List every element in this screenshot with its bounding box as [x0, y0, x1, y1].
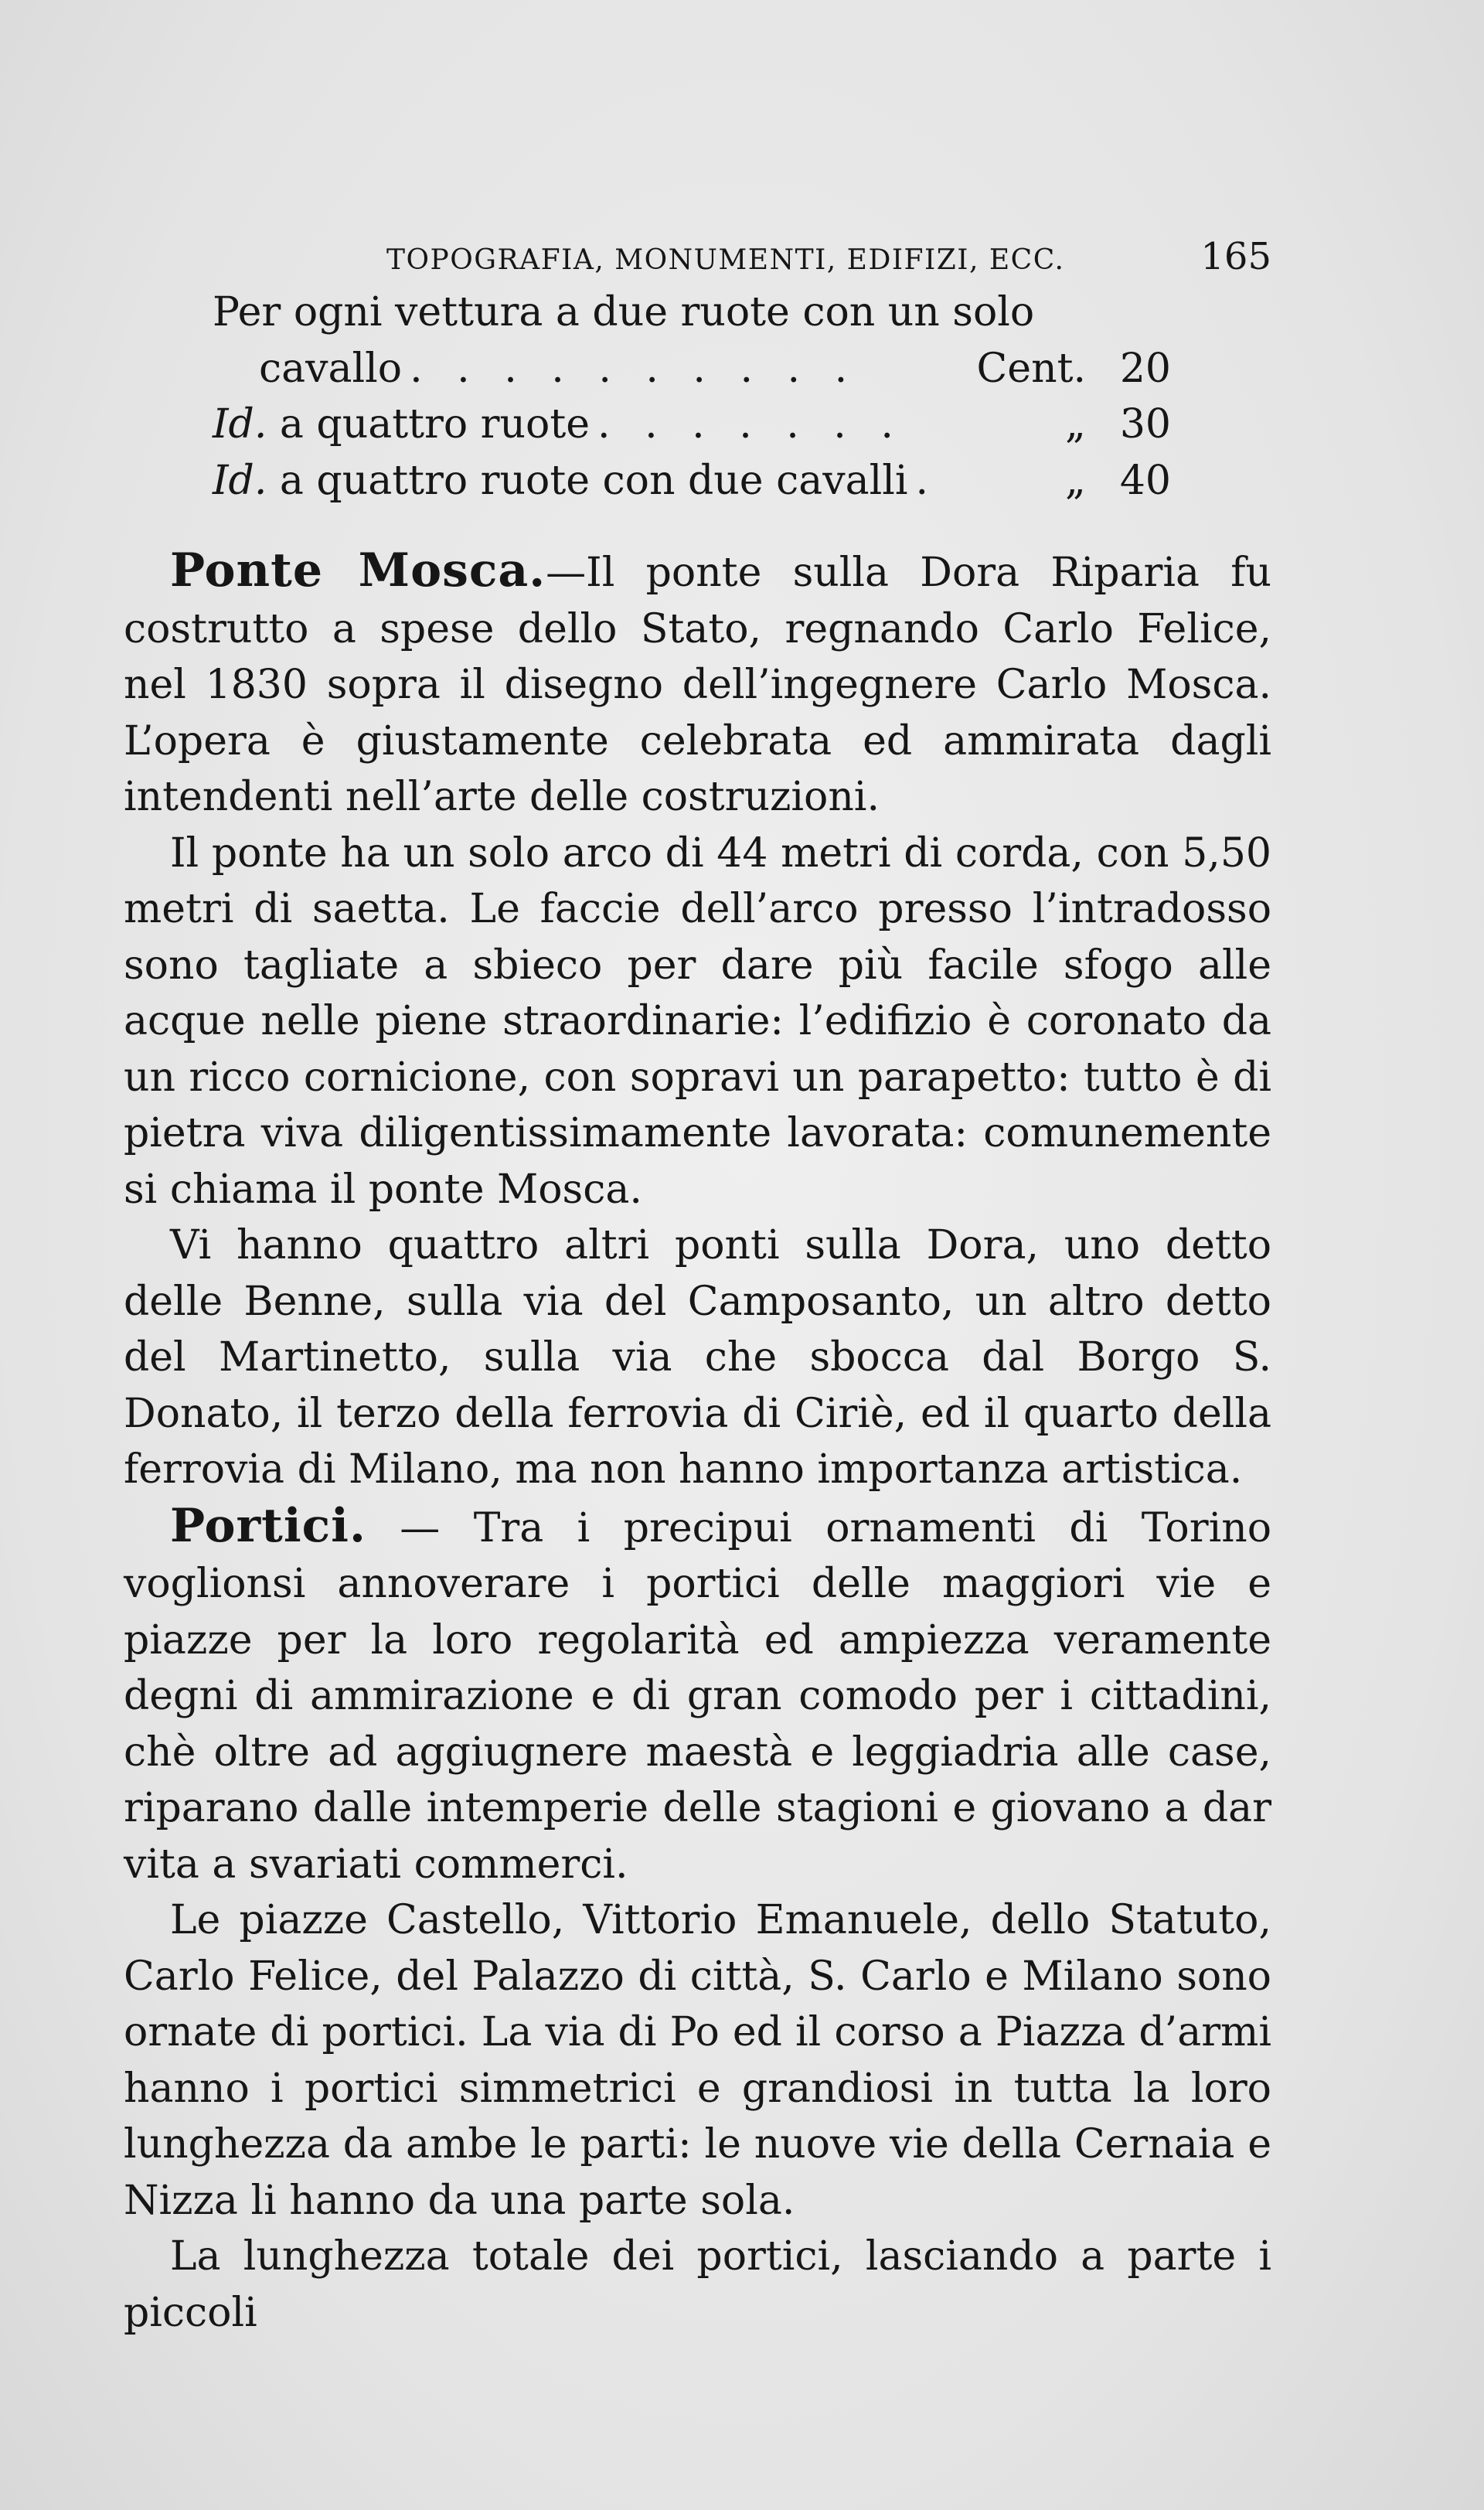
running-head: TOPOGRAFIA, MONUMENTI, EDIFIZI, ECC.	[386, 244, 1065, 276]
fare-id-label: Id.	[213, 457, 267, 504]
portici-paragraph-1	[124, 1498, 1271, 1893]
fare-intro-text: Per ogni vettura a due ruote con un solo	[213, 289, 1035, 335]
page-header	[124, 229, 1271, 284]
fare-description	[259, 341, 402, 397]
fare-desc-text: a quattro ruote	[267, 401, 591, 448]
section-heading-portici: Portici.	[170, 1498, 366, 1553]
fare-row	[213, 453, 1271, 509]
page-number: 165	[1200, 235, 1271, 278]
fare-row	[213, 341, 1271, 397]
text-block	[124, 229, 1271, 2341]
fare-row	[213, 397, 1271, 453]
fare-description	[213, 453, 907, 509]
fare-price: 20	[1119, 345, 1171, 392]
fare-price: 40	[1119, 457, 1171, 504]
paragraph-text: —Il ponte sulla Dora Riparia fu costrutto a spese dello Stato, regnando Carlo Felice, nel 1830 sopra il disegno dell’ingegnere Carlo Mosca. L’opera è giustamente celebrata ed ammirata dagli intendenti nell’arte delle costruzioni.	[124, 550, 1271, 820]
fare-unit: Cent.	[976, 345, 1086, 392]
fare-desc-text: a quattro ruote con due cavalli	[267, 457, 908, 504]
section-heading-ponte-mosca: Ponte Mosca.	[170, 543, 546, 598]
ponte-mosca-paragraph-1	[124, 543, 1271, 826]
paragraph-text: — Tra i precipui ornamenti di Torino voglionsi annoverare i portici delle maggiori vie e piazze per la loro regolarità ed ampiezza veramente degni di ammirazione e di gran comodo per i cittadini, chè oltre ad aggiugnere maestà e leggiadria alle case, riparano dalle intemperie delle stagioni e giovano a dar vita a svariati commerci.	[124, 1504, 1271, 1888]
fare-price: 30	[1119, 401, 1171, 448]
fare-unit: „	[1065, 457, 1086, 504]
portici-paragraph-2: Le piazze Castello, Vittorio Emanuele, dello Statuto, Carlo Felice, del Palazzo di città, S. Carlo e Milano sono ornate di portici. La via di Po ed il corso a Piazza d’armi hanno i portici simmetrici e grandiosi in tutta la loro lunghezza da ambe le parti: le nuove vie della Cernaia e Nizza li hanno da una parte sola.	[124, 1897, 1271, 2224]
leader-dots: . . . . . . . . . .	[410, 345, 859, 392]
leader-dots: .	[915, 457, 939, 504]
fare-desc-text: cavallo	[259, 345, 403, 392]
fare-intro	[213, 284, 1271, 341]
fare-description	[213, 397, 590, 453]
ponte-mosca-paragraph-2: Il ponte ha un solo arco di 44 metri di corda, con 5,50 metri di saetta. Le faccie dell’arco presso l’intradosso sono tagliate a sbieco per dare più facile sfogo alle acque nelle piene straordinarie: l’edifizio è coronato da un ricco cornicione, con sopravi un parapetto: tutto è di pietra viva diligentissimamente lavorata: comunemente si chiama il ponte Mosca.	[124, 829, 1271, 1213]
portici-paragraph-3: La lunghezza totale dei portici, lasciando a parte i piccoli	[124, 2233, 1271, 2336]
section-gap	[124, 509, 1271, 543]
fare-id-label: Id.	[213, 401, 267, 448]
leader-dots: . . . . . . .	[597, 401, 904, 448]
ponte-mosca-paragraph-3: Vi hanno quattro altri ponti sulla Dora, uno detto delle Benne, sulla via del Camposanto, un altro detto del Martinetto, sulla via che sbocca dal Borgo S. Donato, il terzo della ferrovia di Ciriè, ed il quarto della ferrovia di Milano, ma non hanno importanza artistica.	[124, 1222, 1271, 1493]
fare-unit: „	[1065, 401, 1086, 448]
fare-list	[124, 284, 1271, 509]
